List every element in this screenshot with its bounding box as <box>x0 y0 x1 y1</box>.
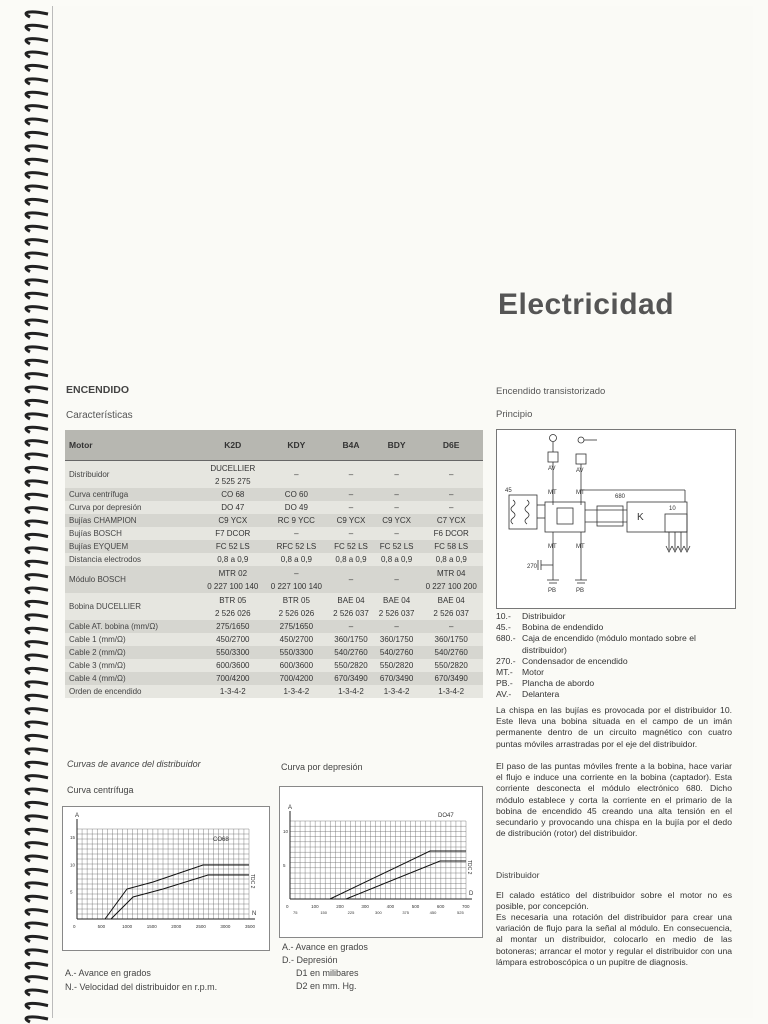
spiral-coil <box>26 65 48 70</box>
table-row <box>65 527 483 540</box>
spiral-coil <box>26 561 48 566</box>
spiral-coil <box>26 293 48 298</box>
x-tick-label: 1000 <box>122 924 133 929</box>
table-cell: – <box>419 488 483 501</box>
spiral-coil <box>26 936 48 941</box>
table-cell: – 0 227 100 140 <box>265 566 329 593</box>
header-cell: B4A <box>328 430 374 461</box>
spiral-coil <box>26 655 48 660</box>
distribuidor-heading: Distribuidor <box>496 870 540 880</box>
spiral-coil <box>26 709 48 714</box>
row-label: Orden de encendido <box>65 685 201 698</box>
table-cell: – <box>374 527 420 540</box>
spiral-coil <box>26 508 48 513</box>
header-cell: K2D <box>201 430 265 461</box>
table-cell: 1-3-4-2 <box>419 685 483 698</box>
spiral-coil <box>26 347 48 352</box>
x-tick-label: 500 <box>97 924 106 929</box>
row-label: Bobina DUCELLIER <box>65 593 201 620</box>
table-cell: MTR 04 0 227 100 200 <box>419 566 483 593</box>
legend-item: AV.- Delantera <box>496 689 560 700</box>
table-cell: – <box>374 501 420 514</box>
x-tick-label: 3500 <box>245 924 256 929</box>
table-cell: – <box>419 501 483 514</box>
curves-caption: Curvas de avance del distribuidor <box>67 759 201 769</box>
header-cell: D6E <box>419 430 483 461</box>
table-cell: – <box>328 566 374 593</box>
legend-item: PB.- Plancha de abordo <box>496 678 595 689</box>
spiral-coil <box>26 240 48 245</box>
vacuum-legend-d1: D1 en milibares <box>296 968 359 978</box>
section-heading: ENCENDIDO <box>66 384 130 396</box>
table-cell: 700/4200 <box>201 672 265 685</box>
table-cell: 0,8 a 0,9 <box>419 553 483 566</box>
table-cell: C9 YCX <box>374 514 420 527</box>
spiral-coil <box>26 789 48 794</box>
table-cell: DO 47 <box>201 501 265 514</box>
diag-label-10: 10 <box>669 506 676 512</box>
header-cell: KDY <box>265 430 329 461</box>
side-label: TDC 2 <box>466 860 472 875</box>
paragraph-3: El calado estático del distribuidor sobre el motor no es posible, por concepción. <box>496 890 732 912</box>
spiral-coil <box>26 400 48 405</box>
table-cell: 0,8 a 0,9 <box>265 553 329 566</box>
spiral-coil <box>26 374 48 379</box>
table-row <box>65 646 483 659</box>
table-cell: CO 68 <box>201 488 265 501</box>
table-cell: FC 52 LS <box>201 540 265 553</box>
y-tick-label: 10 <box>283 829 289 835</box>
x-tick-label-2: 75 <box>293 910 298 915</box>
subsection-heading: Características <box>66 410 133 421</box>
legend-item: MT.- Motor <box>496 667 544 678</box>
legend-item: 680.- Caja de encendido (módulo montado sobre el distribuidor) <box>496 633 696 655</box>
centrifugal-chart <box>62 806 270 951</box>
circuit-diagram <box>496 429 736 609</box>
centrifugal-title: Curva centrífuga <box>67 785 134 795</box>
spiral-coil <box>26 776 48 781</box>
spiral-coil <box>26 816 48 821</box>
table-cell: 550/2820 <box>328 659 374 672</box>
table-cell: MTR 02 0 227 100 140 <box>201 566 265 593</box>
spiral-coil <box>26 695 48 700</box>
spiral-coil <box>26 588 48 593</box>
table-cell: 450/2700 <box>265 633 329 646</box>
table-cell: FC 58 LS <box>419 540 483 553</box>
x-tick-label-2: 300 <box>375 910 382 915</box>
spiral-coil <box>26 173 48 178</box>
table-cell: – <box>328 488 374 501</box>
legend-item: 45.- Bobina de endendido <box>496 622 604 633</box>
spiral-coil <box>26 132 48 137</box>
spiral-coil <box>26 856 48 861</box>
table-cell: 0,8 a 0,9 <box>201 553 265 566</box>
page-title: Electricidad <box>498 288 675 321</box>
table-row <box>65 633 483 646</box>
spiral-coil <box>26 494 48 499</box>
table-cell: 550/2820 <box>374 659 420 672</box>
spiral-coil <box>26 414 48 419</box>
table-cell: BTR 05 2 526 026 <box>265 593 329 620</box>
y-tick-label: 5 <box>283 863 286 869</box>
spiral-coil <box>26 521 48 526</box>
svg-text:MT: MT <box>576 544 585 550</box>
table-cell: 275/1650 <box>201 620 265 633</box>
spiral-coil <box>26 1017 48 1022</box>
x-tick-label: 600 <box>436 904 445 909</box>
spiral-coil <box>26 977 48 982</box>
x-tick-label: 0 <box>286 904 289 909</box>
paragraph-4: Es necesaria una rotación del distribuidor para crear una variación de flujo para la señal al módulo. En consecuencia, al montar un distribuidor, colocarlo en medio de las botoneras; arrancar el motor y regular el distribuidor con una lámpara estroboscópica o un pupitre de diagnosis. <box>496 912 732 967</box>
table-cell: – <box>265 527 329 540</box>
vacuum-legend-d2: D2 en mm. Hg. <box>296 981 357 991</box>
spiral-coil <box>26 1003 48 1008</box>
document-page <box>52 6 753 1018</box>
table-row <box>65 461 483 489</box>
spiral-coil <box>26 320 48 325</box>
spiral-coil <box>26 481 48 486</box>
row-label: Cable AT. bobina (mm/Ω) <box>65 620 201 633</box>
diag-label-270: 270 <box>527 564 538 570</box>
spiral-coil <box>26 990 48 995</box>
spiral-coil <box>26 682 48 687</box>
curve-label: CO68 <box>213 837 229 843</box>
spiral-coil <box>26 722 48 727</box>
spiral-coil <box>26 253 48 258</box>
table-cell: 1-3-4-2 <box>265 685 329 698</box>
header-cell: Motor <box>65 430 201 461</box>
spiral-coil <box>26 534 48 539</box>
table-row <box>65 672 483 685</box>
svg-text:PB: PB <box>548 588 557 594</box>
spiral-coil <box>26 467 48 472</box>
curve-line <box>105 865 249 919</box>
row-label: Distribuidor <box>65 461 201 489</box>
y-axis-label: A <box>75 813 80 819</box>
table-cell: C9 YCX <box>201 514 265 527</box>
spiral-coil <box>26 843 48 848</box>
header-cell: BDY <box>374 430 420 461</box>
spiral-coil <box>26 454 48 459</box>
spiral-binding <box>0 0 52 1024</box>
table-row <box>65 659 483 672</box>
table-row <box>65 593 483 620</box>
x-tick-label: 300 <box>361 904 369 909</box>
table-cell: F7 DCOR <box>201 527 265 540</box>
table-cell: 600/3600 <box>265 659 329 672</box>
x-tick-label: 3000 <box>220 924 231 929</box>
table-row <box>65 566 483 593</box>
centrifugal-chart-svg <box>63 807 269 950</box>
paragraph-1: La chispa en las bujías es provocada por el distribuidor 10. Este lleva una bobina situada en el campo de un imán permanente dentro de un circuito magnético con cuatro puntas móviles arrastradas por el eje del distribuidor. <box>496 705 732 749</box>
vacuum-title: Curva por depresión <box>281 762 363 772</box>
table-cell: 275/1650 <box>265 620 329 633</box>
spiral-coil <box>26 735 48 740</box>
table-row <box>65 488 483 501</box>
spiral-coil <box>26 92 48 97</box>
table-cell: – <box>374 566 420 593</box>
x-tick-label: 200 <box>336 904 344 909</box>
table-cell: 1-3-4-2 <box>328 685 374 698</box>
table-cell: 550/3300 <box>265 646 329 659</box>
table-cell: RFC 52 LS <box>265 540 329 553</box>
table-cell: 450/2700 <box>201 633 265 646</box>
x-tick-label: 2500 <box>195 924 206 929</box>
table-cell: F6 DCOR <box>419 527 483 540</box>
vacuum-chart <box>279 786 483 938</box>
table-cell: 550/3300 <box>201 646 265 659</box>
spiral-coil <box>26 119 48 124</box>
row-label: Cable 3 (mm/Ω) <box>65 659 201 672</box>
x-tick-label: 0 <box>73 924 76 929</box>
table-cell: 600/3600 <box>201 659 265 672</box>
table-cell: 700/4200 <box>265 672 329 685</box>
table-cell: RC 9 YCC <box>265 514 329 527</box>
x-axis-label: D <box>469 891 474 897</box>
table-row <box>65 514 483 527</box>
diag-label-45: 45 <box>505 488 512 494</box>
x-tick-label-2: 375 <box>402 910 410 915</box>
diag-label-680: 680 <box>615 494 626 500</box>
table-cell: 670/3490 <box>419 672 483 685</box>
table-cell: 670/3490 <box>374 672 420 685</box>
table-cell: CO 60 <box>265 488 329 501</box>
spiral-coil <box>26 226 48 231</box>
spiral-coil <box>26 387 48 392</box>
curve-line <box>111 875 249 919</box>
spec-table-body <box>65 461 483 699</box>
x-tick-label: 700 <box>462 904 470 909</box>
spiral-coil <box>26 963 48 968</box>
side-label: TDC 2 <box>249 874 255 889</box>
row-label: Curva por depresión <box>65 501 201 514</box>
paragraph-2: El paso de las puntas móviles frente a la bobina, hace variar el flujo e induce una corriente en la bobina (captador). Esta corriente desconecta el módulo electrónico 680. Dicho módulo establece y corta la corriente en el primario de la bobina de encendido 45 creando una alta tensión en el secundario y provocando una chispa en la bujía por el dedo de distribución (rotor) del distribuidor. <box>496 761 732 839</box>
spiral-coil <box>26 25 48 30</box>
spiral-coil <box>26 106 48 111</box>
spiral-coil <box>26 199 48 204</box>
table-cell: – <box>328 461 374 489</box>
spiral-coil <box>26 829 48 834</box>
curve-label: DO47 <box>438 813 454 819</box>
x-tick-label: 2000 <box>171 924 182 929</box>
diag-label-k: K <box>637 512 644 523</box>
table-cell: 550/2820 <box>419 659 483 672</box>
svg-text:PB: PB <box>576 588 585 594</box>
spiral-coil <box>26 12 48 17</box>
x-tick-label: 100 <box>311 904 319 909</box>
table-cell: 360/1750 <box>419 633 483 646</box>
spiral-coil <box>26 749 48 754</box>
spiral-coil <box>26 628 48 633</box>
spiral-coil <box>26 146 48 151</box>
table-cell: FC 52 LS <box>328 540 374 553</box>
row-label: Cable 4 (mm/Ω) <box>65 672 201 685</box>
circuit-diagram-svg <box>497 430 735 608</box>
x-tick-label: 1500 <box>146 924 157 929</box>
x-tick-label: 500 <box>411 904 420 909</box>
spiral-coil <box>26 923 48 928</box>
spiral-coil <box>26 280 48 285</box>
table-cell: – <box>328 501 374 514</box>
table-cell: – <box>328 527 374 540</box>
spiral-coil <box>26 427 48 432</box>
x-tick-label: 400 <box>386 904 395 909</box>
right-subheading: Principio <box>496 409 533 420</box>
table-cell: 0,8 a 0,9 <box>328 553 374 566</box>
table-cell: BAE 04 2 526 037 <box>374 593 420 620</box>
y-axis-label: A <box>288 805 293 811</box>
spiral-coil <box>26 266 48 271</box>
spiral-coil <box>26 762 48 767</box>
spiral-coil <box>26 441 48 446</box>
spiral-coil <box>26 869 48 874</box>
x-tick-label-2: 150 <box>320 910 328 915</box>
spec-table <box>65 430 483 698</box>
spec-table-header <box>65 430 483 461</box>
vacuum-legend-a: A.- Avance en grados <box>282 942 368 952</box>
table-cell: – <box>419 461 483 489</box>
svg-text:MT: MT <box>548 544 557 550</box>
x-tick-label-2: 525 <box>457 910 464 915</box>
vacuum-legend-d: D.- Depresión <box>282 955 338 965</box>
table-cell: – <box>328 620 374 633</box>
table-cell: – <box>374 488 420 501</box>
table-cell: 360/1750 <box>374 633 420 646</box>
table-cell: DUCELLIER 2 525 275 <box>201 461 265 489</box>
spiral-coil <box>26 668 48 673</box>
row-label: Cable 1 (mm/Ω) <box>65 633 201 646</box>
table-cell: – <box>374 620 420 633</box>
spiral-coil <box>26 360 48 365</box>
row-label: Cable 2 (mm/Ω) <box>65 646 201 659</box>
spiral-coil <box>26 896 48 901</box>
legend-item: 270.- Condensador de encendido <box>496 655 628 666</box>
x-axis-label: N <box>252 911 257 917</box>
table-cell: BAE 04 2 526 037 <box>419 593 483 620</box>
spiral-coil <box>26 802 48 807</box>
table-cell: 0,8 a 0,9 <box>374 553 420 566</box>
spiral-coil <box>26 213 48 218</box>
right-heading: Encendido transistorizado <box>496 386 606 397</box>
svg-text:AV: AV <box>576 468 584 474</box>
spiral-coil <box>26 79 48 84</box>
table-cell: 540/2760 <box>328 646 374 659</box>
table-row <box>65 501 483 514</box>
table-cell: C7 YCX <box>419 514 483 527</box>
table-cell: 670/3490 <box>328 672 374 685</box>
x-tick-label-2: 450 <box>429 910 437 915</box>
spiral-coil <box>26 601 48 606</box>
spiral-coil <box>26 910 48 915</box>
y-tick-label: 10 <box>70 862 76 868</box>
table-cell: 1-3-4-2 <box>374 685 420 698</box>
vacuum-chart-svg <box>280 787 482 937</box>
table-cell: BAE 04 2 526 037 <box>328 593 374 620</box>
row-label: Curva centrífuga <box>65 488 201 501</box>
spiral-coil <box>26 883 48 888</box>
table-row <box>65 553 483 566</box>
diagram-legend <box>496 611 736 701</box>
table-cell: C9 YCX <box>328 514 374 527</box>
y-tick-label: 15 <box>70 835 76 841</box>
table-row <box>65 685 483 698</box>
table-row <box>65 540 483 553</box>
spiral-coil <box>26 307 48 312</box>
spiral-coil <box>26 642 48 647</box>
table-cell: 1-3-4-2 <box>201 685 265 698</box>
curve-line <box>346 861 466 899</box>
row-label: Distancia electrodos <box>65 553 201 566</box>
table-cell: 360/1750 <box>328 633 374 646</box>
table-cell: 540/2760 <box>374 646 420 659</box>
table-cell: 540/2760 <box>419 646 483 659</box>
centrifugal-legend-n: N.- Velocidad del distribuidor en r.p.m. <box>65 982 218 992</box>
row-label: Bujías EYQUEM <box>65 540 201 553</box>
spiral-coil <box>26 333 48 338</box>
svg-text:MT: MT <box>548 490 557 496</box>
table-cell: DO 49 <box>265 501 329 514</box>
table-cell: FC 52 LS <box>374 540 420 553</box>
spiral-coil <box>26 548 48 553</box>
spiral-coil <box>26 575 48 580</box>
spiral-coil <box>26 159 48 164</box>
legend-item: 10.- Distribuidor <box>496 611 566 621</box>
table-cell: – <box>374 461 420 489</box>
row-label: Bujías BOSCH <box>65 527 201 540</box>
svg-text:AV: AV <box>548 466 556 472</box>
spiral-coil <box>26 615 48 620</box>
centrifugal-legend-a: A.- Avance en grados <box>65 968 151 978</box>
spiral-coil <box>26 52 48 57</box>
table-cell: BTR 05 2 526 026 <box>201 593 265 620</box>
table-cell: – <box>265 461 329 489</box>
y-tick-label: 5 <box>70 889 73 895</box>
row-label: Módulo BOSCH <box>65 566 201 593</box>
spiral-coil <box>26 39 48 44</box>
table-row <box>65 620 483 633</box>
table-cell: – <box>419 620 483 633</box>
x-tick-label-2: 225 <box>347 910 355 915</box>
svg-text:MT: MT <box>576 490 585 496</box>
row-label: Bujías CHAMPION <box>65 514 201 527</box>
spiral-coil <box>26 186 48 191</box>
spiral-coil <box>26 950 48 955</box>
